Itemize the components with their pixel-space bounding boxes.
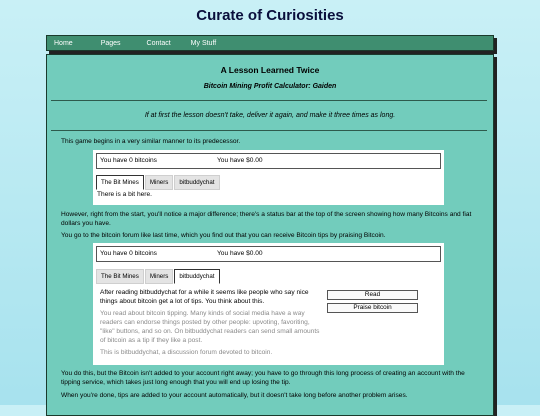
paragraph: However, right from the start, you'll notice a major difference; there's a status bar at the top of the screen showing how many Bitcoins and fiat dollars you have.: [61, 211, 472, 227]
tab-miners[interactable]: Miners: [145, 269, 174, 284]
paragraph: You do this, but the Bitcoin isn't added to your account right away; you have to go through this long process of creating an account with the tipping service, which takes just long enough that you will end up losing the tip.: [61, 370, 465, 386]
tab-bit-mines[interactable]: The Bit Mines: [96, 175, 144, 190]
game-forum-caption: This is bitbuddychat, a discussion forum devoted to bitcoin.: [100, 349, 273, 356]
nav-bar: [46, 35, 494, 51]
paragraph: This game begins in a very similar manner to its predecessor.: [61, 138, 241, 145]
game-content-text: After reading bitbuddychat for a while it seems like people who say nice things about bitcoin get a lot of tips. You think about this.: [100, 289, 309, 305]
bitcoin-balance: You have 0 bitcoins: [100, 250, 157, 257]
tab-bitbuddychat[interactable]: bitbuddychat: [174, 175, 219, 190]
tab-bar: [96, 269, 221, 284]
divider: [51, 130, 487, 131]
game-content-text: There is a bit here.: [97, 191, 152, 198]
paragraph: You go to the bitcoin forum like last time, which you find out that you can receive Bitcoin tips by praising Bitcoin.: [61, 232, 386, 239]
article-title: A Lesson Learned Twice: [220, 65, 320, 75]
nav-contact-link[interactable]: Contact: [146, 39, 171, 47]
read-button[interactable]: Read: [327, 290, 418, 300]
nav-home-link[interactable]: Home: [54, 39, 73, 47]
tab-bitbuddychat[interactable]: bitbuddychat: [174, 269, 219, 284]
paragraph: When you're done, tips are added to your account automatically, but it doesn't take long before another problem arises.: [61, 392, 408, 399]
status-bar: [96, 153, 441, 169]
game-embed-2: [93, 243, 444, 365]
tab-bit-mines[interactable]: The Bit Mines: [96, 269, 144, 284]
tab-miners[interactable]: Miners: [145, 175, 174, 190]
game-embed-1: [93, 150, 444, 205]
tab-bar: [96, 175, 221, 190]
game-description-text: You read about bitcoin tipping. Many kinds of social media have a way readers can endorse things posted by other people: upvoting, favoriting, "like" buttons, and so on. On bitbuddychat readers can send small amounts of bitcoin as a tip if they like a post.: [100, 310, 320, 344]
dollar-balance: You have $0.00: [217, 157, 263, 164]
nav-pages-link[interactable]: Pages: [100, 39, 121, 47]
bitcoin-balance: You have 0 bitcoins: [100, 157, 157, 164]
status-bar: [96, 246, 441, 262]
article-subtitle: Bitcoin Mining Profit Calculator: Gaiden: [203, 83, 337, 90]
epigraph: If at first the lesson doesn't take, deliver it again, and make it three times as long.: [144, 112, 396, 119]
dollar-balance: You have $0.00: [217, 250, 263, 257]
site-title: Curate of Curiosities: [196, 7, 344, 24]
praise-bitcoin-button[interactable]: Praise bitcoin: [327, 303, 418, 313]
main-panel: [46, 54, 494, 416]
divider: [51, 100, 487, 101]
nav-my-stuff-link[interactable]: My Stuff: [190, 39, 217, 47]
